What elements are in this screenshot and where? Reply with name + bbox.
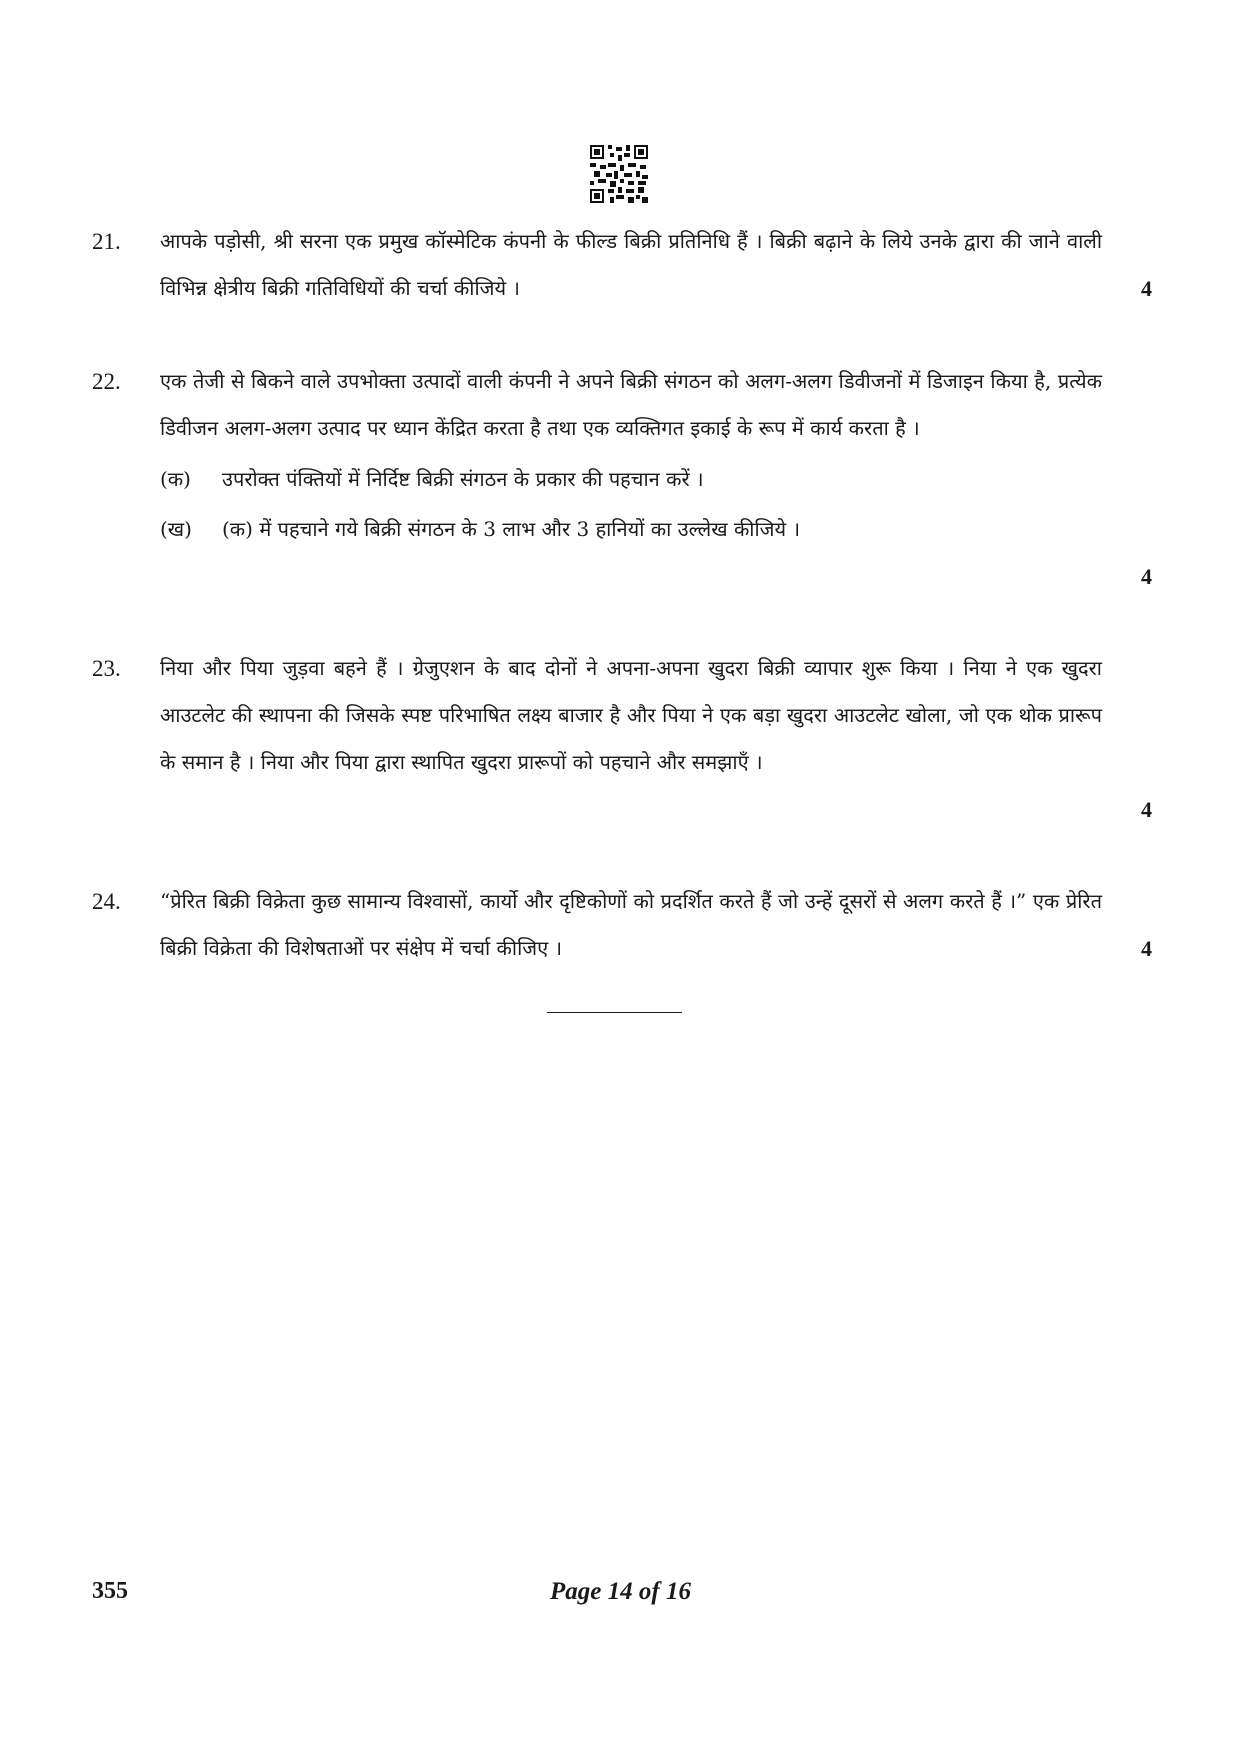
question-22 — [92, 358, 1152, 589]
question-23 — [92, 645, 1152, 822]
question-text: एक तेजी से बिकने वाले उपभोक्ता उत्पादों वाली कंपनी ने अपने बिक्री संगठन को अलग-अलग डिवीजनों में डिजाइन किया है, प्रत्येक डिवीजन अलग-अलग उत्पाद पर ध्यान केंद्रित करता है तथा एक व्यक्तिगत इकाई के रूप में कार्य करता है । — [160, 369, 1102, 440]
end-rule — [547, 1012, 682, 1013]
part-text: उपरोक्त पंक्तियों में निर्दिष्ट बिक्री संगठन के प्रकार की पहचान करें । — [222, 467, 704, 491]
question-number: 21. — [92, 229, 121, 254]
question-part-a — [160, 456, 1152, 503]
marks: 4 — [1141, 276, 1152, 301]
question-text: “प्रेरित बिक्री विक्रेता कुछ सामान्य विश्वासों, कार्यो और दृष्टिकोणों को प्रदर्शित करते हैं जो उन्हें दूसरों से अलग करते हैं ।” एक प्रेरित बिक्री विक्रेता की विशेषताओं पर संक्षेप में चर्चा कीजिए । — [160, 889, 1102, 960]
part-text: (क) में पहचाने गये बिक्री संगठन के 3 लाभ और 3 हानियों का उल्लेख कीजिये । — [222, 517, 801, 541]
question-text: आपके पड़ोसी, श्री सरना एक प्रमुख कॉस्मेटिक कंपनी के फील्ड बिक्री प्रतिनिधि हैं । बिक्री बढ़ाने के लिये उनके द्वारा की जाने वाली विभिन्न क्षेत्रीय बिक्री गतिविधियों की चर्चा कीजिये । — [160, 229, 1102, 300]
part-label: (क) — [160, 467, 191, 491]
marks: 4 — [1141, 797, 1152, 822]
question-number: 24. — [92, 889, 121, 914]
qr-code — [590, 145, 648, 203]
page-number: Page 14 of 16 — [550, 1578, 691, 1605]
marks: 4 — [1141, 564, 1152, 589]
question-number: 22. — [92, 369, 121, 394]
question-21 — [92, 218, 1152, 312]
paper-code: 355 — [92, 1578, 128, 1604]
question-24 — [92, 878, 1152, 972]
question-part-b — [160, 506, 1152, 553]
part-label: (ख) — [160, 517, 192, 541]
question-text: निया और पिया जुड़वा बहने हैं । ग्रेजुएशन के बाद दोनों ने अपना-अपना खुदरा बिक्री व्यापार शुरू किया । निया ने एक खुदरा आउटलेट की स्थापना की जिसके स्पष्ट परिभाषित लक्ष्य बाजार है और पिया ने एक बड़ा खुदरा आउटलेट खोला, जो एक थोक प्रारूप के समान है । निया और पिया द्वारा स्थापित खुदरा प्रारूपों को पहचाने और समझाएँ । — [160, 656, 1102, 774]
question-number: 23. — [92, 656, 121, 681]
marks: 4 — [1141, 936, 1152, 961]
